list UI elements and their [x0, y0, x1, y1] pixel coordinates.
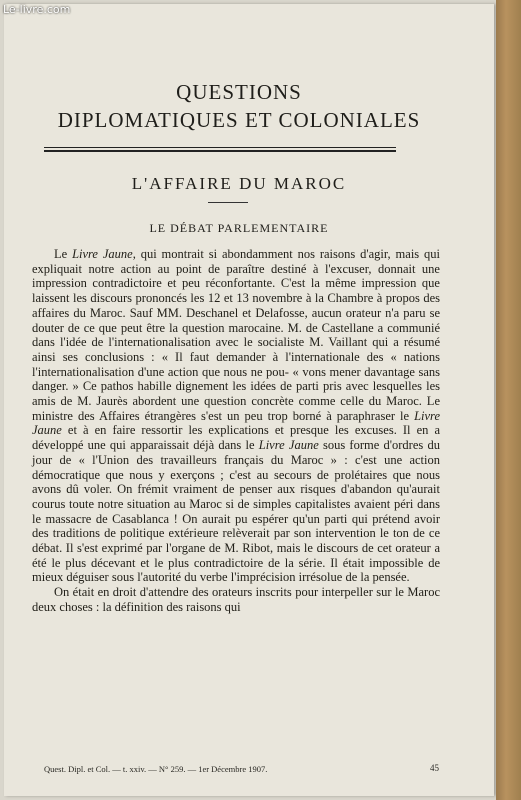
- text-run: et à en faire ressortir les explications et presque les excuses. Il en a développé une qui apparaissait déjà dans le: [32, 423, 440, 453]
- journal-title-line2: DIPLOMATIQUES ET COLONIALES: [57, 108, 421, 132]
- title-divider: [208, 202, 248, 203]
- page-number: 45: [430, 763, 439, 773]
- text-run: sous forme d'ordres du jour de « l'Union des travailleurs français du Maroc » : c'est une action démocratique que nous y exerçons ; c'est au secours de prolétaires que nous avons dû voler. On frémit vraiment de penser aux risques d'abandon qu'aurait courus toute notre situation au Maroc si de simples capitalistes avaient péri dans le massacre de Casablanca ! On aurait pu espérer qu'un parti qui prétend avoir des traditions de politique extérieure relèverait par son intervention le ton de ce débat. Il s'est exprimé par l'organe de M. Ribot, mais le discours de cet orateur a été le plus décevant et le plus contradictoire de la série. Il était impossible de mieux déguiser sous l'autorité du verbe l'imprécision irrésolue de la pensée.: [32, 438, 440, 585]
- paragraph-2: On était en droit d'attendre des orateurs inscrits pour interpeller sur le Maroc deux choses : la définition des raisons qui: [32, 585, 440, 614]
- header-rule-thin: [44, 147, 396, 148]
- italic-book-title: Livre Jaune: [32, 408, 440, 438]
- italic-book-title: Livre Jaune: [258, 438, 319, 453]
- journal-title-line1: QUESTIONS: [176, 80, 302, 104]
- article-body: [32, 247, 440, 615]
- header-rule-thick: [44, 150, 396, 152]
- book-page: [4, 4, 494, 796]
- site-watermark: Le-livre.com: [3, 3, 71, 16]
- footer-citation: Quest. Dipl. et Col. — t. xxiv. — N° 259. — 1er Décembre 1907.: [44, 764, 268, 774]
- italic-book-title: Livre Jaune: [72, 247, 133, 261]
- paragraph-1: [32, 247, 440, 585]
- article-subtitle: LE DÉBAT PARLEMENTAIRE: [149, 221, 329, 235]
- page-edge: [496, 0, 521, 800]
- article-title: L'AFFAIRE DU MAROC: [131, 174, 347, 193]
- text-run: , qui montrait si abondamment nos raisons d'agir, mais qui expliquait notre action au point de paraître destiné à l'excuser, donnait une impression contradictoire et peu réconfortante. C'est la même impression que laissent les discours prononcés les 12 et 13 novembre à la Chambre à propos des affaires du Maroc. Sauf MM. Deschanel et Delafosse, aucun orateur n'a paru se douter de ce que peut être la question marocaine. M. de Castellane a communié dans l'idée de l'internationalisation avec le socialiste M. Vaillant qui a résumé ainsi ses conclusions : « Il faut demander à l'internationale des « nations l'internationalisation d'une action que nous ne pou- « vons mener davantage sans danger. » Ce pathos habille dignement les idées de parti pris avec lesquelles les amis de M. Jaurès abordent une question concrète comme celle du Maroc. Le ministre des Affaires étrangères s'est un peu trop borné à paraphraser le: [32, 247, 440, 423]
- text-run: Le: [54, 247, 73, 261]
